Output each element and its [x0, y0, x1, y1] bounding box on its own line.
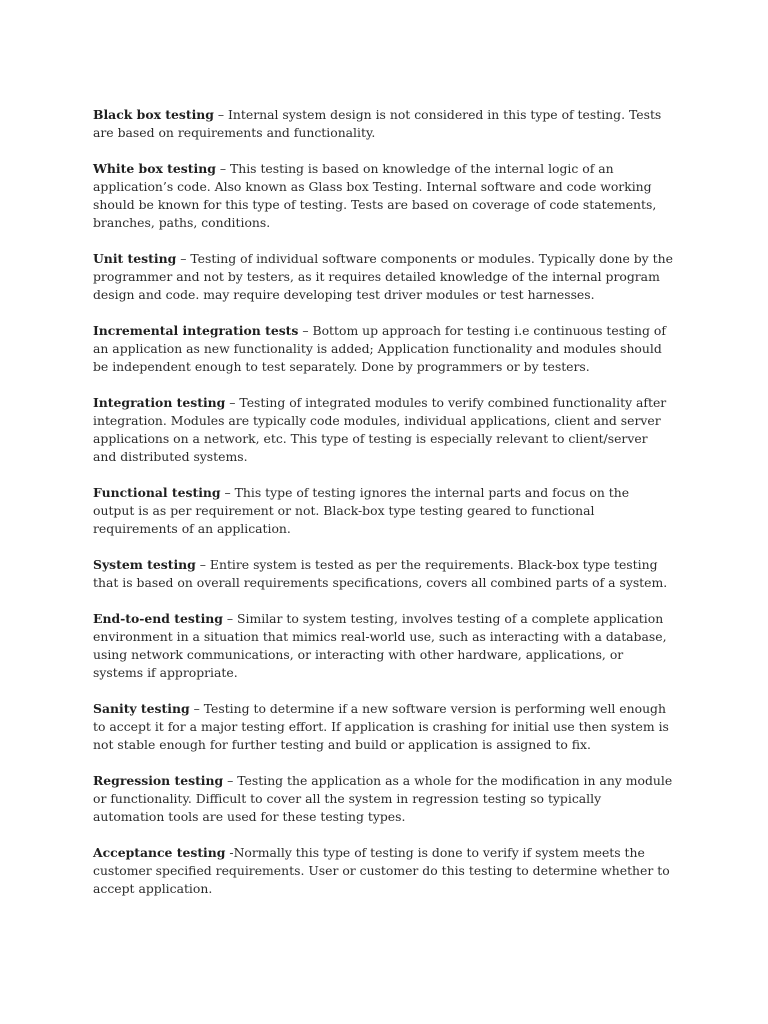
- definition-incremental-integration-tests: – Bottom up approach for testing i.e continuous testing of an application as new functionality is added; Application functionality and modules should be independent enough to test separately. Done by programmers or by testers.: [93, 323, 666, 374]
- definition-integration-testing: – Testing of integrated modules to verify combined functionality after integration. Modules are typically code modules, individual applications, client and server applications on a network, etc. This type of testing is especially relevant to client/server and distributed systems.: [93, 395, 667, 464]
- entry-sanity-testing: [93, 700, 673, 754]
- term-unit-testing: Unit testing: [93, 251, 177, 266]
- entry-integration-testing: [93, 394, 673, 466]
- term-white-box-testing: White box testing: [93, 161, 216, 176]
- term-functional-testing: Functional testing: [93, 485, 221, 500]
- entry-white-box-testing: [93, 160, 673, 232]
- definition-functional-testing: – This type of testing ignores the internal parts and focus on the output is as per requirement or not. Black-box type testing geared to functional requirements of an application.: [93, 485, 630, 536]
- document-body: [93, 106, 673, 916]
- entry-functional-testing: [93, 484, 673, 538]
- term-incremental-integration-tests: Incremental integration tests: [93, 323, 299, 338]
- entry-black-box-testing: [93, 106, 673, 142]
- term-sanity-testing: Sanity testing: [93, 701, 190, 716]
- definition-black-box-testing: – Internal system design is not considered in this type of testing. Tests are based on requirements and functionality.: [93, 107, 662, 140]
- entry-regression-testing: [93, 772, 673, 826]
- definition-sanity-testing: – Testing to determine if a new software version is performing well enough to accept it for a major testing effort. If application is crashing for initial use then system is not stable enough for further testing and build or application is assigned to fix.: [93, 701, 669, 752]
- definition-end-to-end-testing: – Similar to system testing, involves testing of a complete application environment in a situation that mimics real-world use, such as interacting with a database, using network communications, or interacting with other hardware, applications, or systems if appropriate.: [93, 611, 667, 680]
- term-acceptance-testing: Acceptance testing: [93, 845, 226, 860]
- definition-white-box-testing: – This testing is based on knowledge of the internal logic of an application’s code. Also known as Glass box Testing. Internal software and code working should be known for this type of testing. Tests are based on coverage of code statements, branches, paths, conditions.: [93, 161, 657, 230]
- definition-regression-testing: – Testing the application as a whole for the modification in any module or functionality. Difficult to cover all the system in regression testing so typically automation tools are used for these testing types.: [93, 773, 673, 824]
- entry-acceptance-testing: [93, 844, 673, 898]
- term-integration-testing: Integration testing: [93, 395, 226, 410]
- definition-unit-testing: – Testing of individual software components or modules. Typically done by the programmer and not by testers, as it requires detailed knowledge of the internal program design and code. may require developing test driver modules or test harnesses.: [93, 251, 673, 302]
- term-regression-testing: Regression testing: [93, 773, 224, 788]
- term-end-to-end-testing: End-to-end testing: [93, 611, 223, 626]
- definition-acceptance-testing: -Normally this type of testing is done to verify if system meets the customer specified requirements. User or customer do this testing to determine whether to accept application.: [93, 845, 670, 896]
- entry-end-to-end-testing: [93, 610, 673, 682]
- entry-incremental-integration-tests: [93, 322, 673, 376]
- term-system-testing: System testing: [93, 557, 196, 572]
- definition-system-testing: – Entire system is tested as per the requirements. Black-box type testing that is based on overall requirements specifications, covers all combined parts of a system.: [93, 557, 668, 590]
- entry-unit-testing: [93, 250, 673, 304]
- term-black-box-testing: Black box testing: [93, 107, 214, 122]
- entry-system-testing: [93, 556, 673, 592]
